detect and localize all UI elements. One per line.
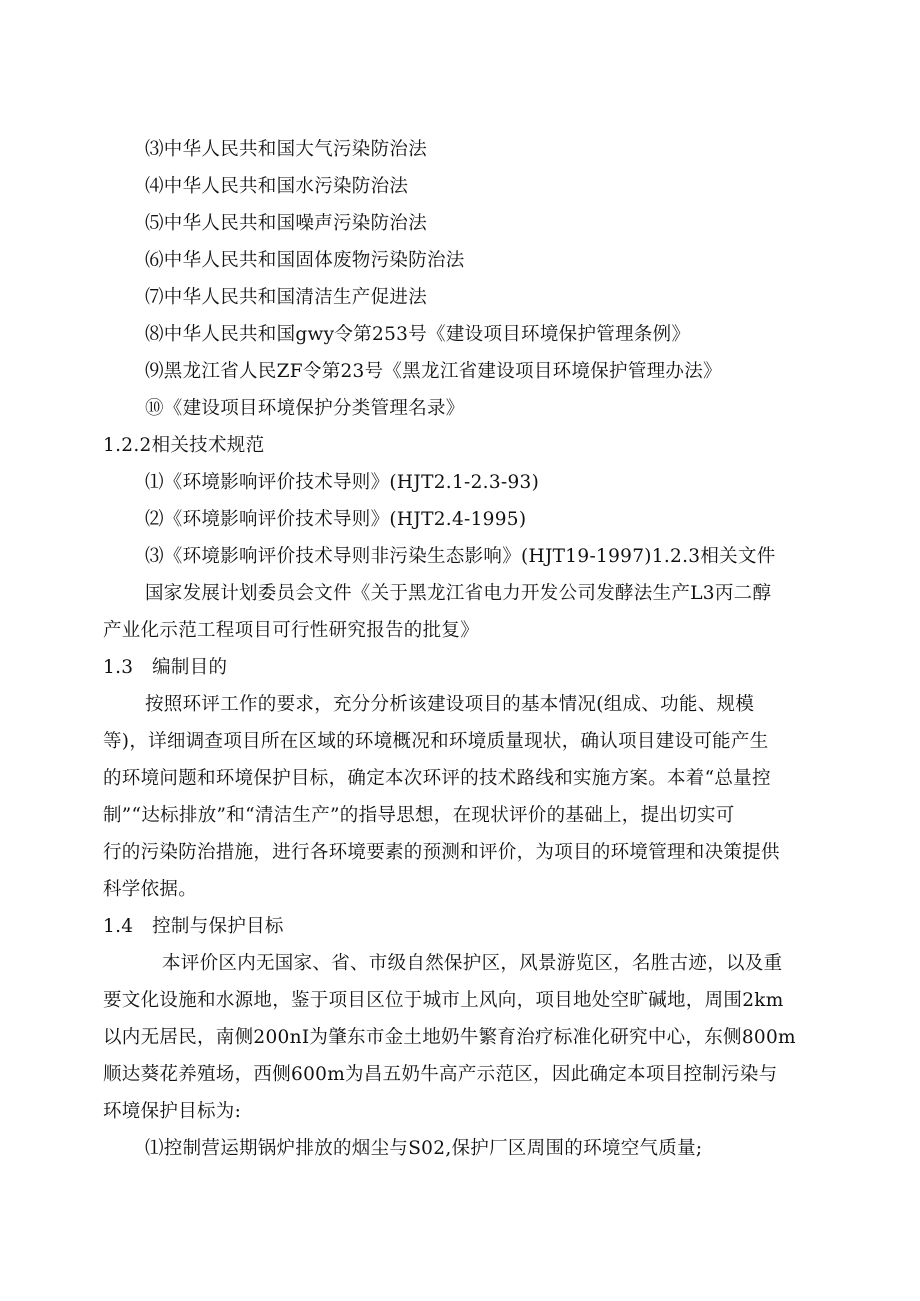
purpose-line-3: 的环境问题和环境保护目标，确定本次环评的技术路线和实施方案。本着“总量控: [103, 768, 771, 789]
tech-spec-item-1: ⑴《环境影响评价技术导则》(HJT2.1-2.3-93): [145, 472, 540, 493]
target-item-1: ⑴控制营运期锅炉排放的烟尘与S02,保护厂区周围的环境空气质量;: [145, 1138, 703, 1159]
purpose-line-4: 制”“达标排放”和“清洁生产”的指导思想，在现状评价的基础上，提出切实可: [103, 805, 735, 826]
related-doc-line-2: 产业化示范工程项目可行性研究报告的批复》: [103, 620, 480, 641]
law-item-4: ⑷中华人民共和国水污染防治法: [145, 176, 409, 197]
law-item-8: ⑻中华人民共和国gwy令第253号《建设项目环境保护管理条例》: [145, 324, 691, 345]
target-line-5: 环境保护目标为:: [103, 1101, 242, 1122]
law-item-3: ⑶中华人民共和国大气污染防治法: [145, 139, 428, 160]
section-heading-1-2-2: 1.2.2相关技术规范: [103, 435, 265, 456]
purpose-line-1: 按照环评工作的要求，充分分析该建设项目的基本情况(组成、功能、规模: [145, 694, 755, 715]
target-line-4: 顺达葵花养殖场，西侧600m为昌五奶牛高产示范区，因此确定本项目控制污染与: [103, 1064, 778, 1085]
section-heading-1-4: 1.4 控制与保护目标: [103, 916, 284, 937]
law-item-6: ⑹中华人民共和国固体废物污染防治法: [145, 250, 465, 271]
purpose-line-2: 等)，详细调查项目所在区域的环境概况和环境质量现状，确认项目建设可能产生: [103, 731, 769, 752]
tech-spec-item-2: ⑵《环境影响评价技术导则》(HJT2.4-1995): [145, 509, 527, 530]
law-item-10: ⑩《建设项目环境保护分类管理名录》: [145, 398, 465, 419]
law-item-7: ⑺中华人民共和国清洁生产促进法: [145, 287, 428, 308]
related-doc-line-1: 国家发展计划委员会文件《关于黑龙江省电力开发公司发酵法生产L3丙二醇: [145, 583, 772, 604]
target-line-3: 以内无居民，南侧200nI为肇东市金土地奶牛繁育治疗标准化研究中心，东侧800m: [103, 1027, 796, 1048]
tech-spec-item-3: ⑶《环境影响评价技术导则非污染生态影响》(HJT19-1997)1.2.3相关文件: [145, 546, 776, 567]
purpose-line-6: 科学依据。: [103, 879, 198, 900]
target-line-2: 要文化设施和水源地，鉴于项目区位于城市上风向，项目地处空旷碱地，周围2km: [103, 990, 784, 1011]
purpose-line-5: 行的污染防治措施，进行各环境要素的预测和评价，为项目的环境管理和决策提供: [103, 842, 780, 863]
law-item-5: ⑸中华人民共和国噪声污染防治法: [145, 213, 428, 234]
section-heading-1-3: 1.3 编制目的: [103, 657, 228, 678]
target-line-1: 本评价区内无国家、省、市级自然保护区，风景游览区，名胜古迹，以及重: [162, 953, 783, 974]
law-item-9: ⑼黑龙江省人民ZF令第23号《黑龙江省建设项目环境保护管理办法》: [145, 361, 722, 382]
